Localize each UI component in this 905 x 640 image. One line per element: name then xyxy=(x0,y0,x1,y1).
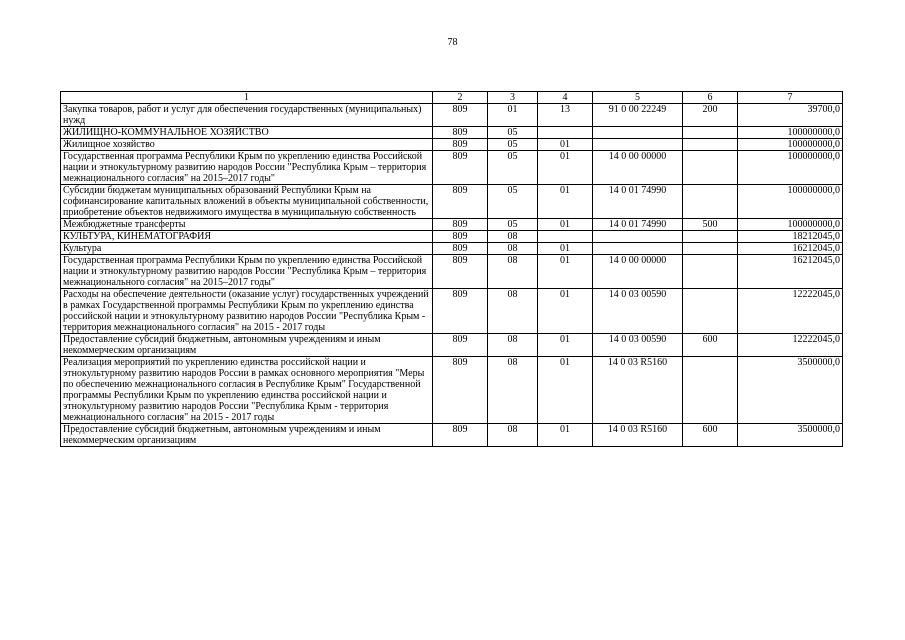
cell-section-code: 08 xyxy=(488,231,538,243)
cell-ministry-code: 809 xyxy=(433,151,488,185)
cell-name: Предоставление субсидий бюджетным, автономным учреждениям и иным некоммерческим организациям xyxy=(61,424,433,447)
cell-ministry-code: 809 xyxy=(433,289,488,334)
table-row xyxy=(61,357,843,424)
cell-ministry-code: 809 xyxy=(433,231,488,243)
cell-target-article: 14 0 01 74990 xyxy=(593,185,683,219)
cell-ministry-code: 809 xyxy=(433,127,488,139)
cell-target-article: 14 0 03 R5160 xyxy=(593,357,683,424)
cell-target-article xyxy=(593,139,683,151)
cell-name: Жилищное хозяйство xyxy=(61,139,433,151)
cell-name: Государственная программа Республики Крым по укреплению единства Российской нации и этнокультурному развитию народов России "Республика Крым – территория межнационального согласия" на 2015–2017 годы" xyxy=(61,151,433,185)
cell-name: Реализация мероприятий по укреплению единства российской нации и этнокультурному развитию народов России в рамках основного мероприятия "Меры по обеспечению межнационального согласия в Республике Крым" Государственной программы Республики Крым по укреплению единства российской нации и этнокультурному развитию народов России "Республика Крым - территория межнационального согласия" на 2015 - 2017 годы xyxy=(61,357,433,424)
cell-expense-type xyxy=(683,139,738,151)
cell-name: Субсидии бюджетам муниципальных образований Республики Крым на софинансирование капитальных вложений в объекты муниципальной собственности, приобретение объектов недвижимого имущества в муниципальную собственность xyxy=(61,185,433,219)
cell-subsection-code: 01 xyxy=(538,151,593,185)
cell-target-article: 14 0 03 00590 xyxy=(593,289,683,334)
cell-amount: 100000000,0 xyxy=(738,127,843,139)
cell-subsection-code xyxy=(538,127,593,139)
cell-subsection-code xyxy=(538,231,593,243)
cell-section-code: 08 xyxy=(488,357,538,424)
cell-target-article: 14 0 01 74990 xyxy=(593,219,683,231)
table-row xyxy=(61,185,843,219)
cell-target-article: 91 0 00 22249 xyxy=(593,104,683,127)
column-header: 3 xyxy=(488,92,538,104)
cell-amount: 100000000,0 xyxy=(738,219,843,231)
cell-expense-type xyxy=(683,243,738,255)
cell-subsection-code: 01 xyxy=(538,289,593,334)
cell-expense-type xyxy=(683,151,738,185)
cell-amount: 16212045,0 xyxy=(738,243,843,255)
cell-ministry-code: 809 xyxy=(433,219,488,231)
cell-section-code: 08 xyxy=(488,243,538,255)
table-row xyxy=(61,255,843,289)
cell-subsection-code: 13 xyxy=(538,104,593,127)
cell-target-article xyxy=(593,127,683,139)
table-header-row xyxy=(61,92,843,104)
cell-name: Культура xyxy=(61,243,433,255)
page-number: 78 xyxy=(447,37,458,48)
column-header: 5 xyxy=(593,92,683,104)
cell-name: Межбюджетные трансферты xyxy=(61,219,433,231)
table-body xyxy=(61,104,843,447)
cell-amount: 100000000,0 xyxy=(738,151,843,185)
cell-subsection-code: 01 xyxy=(538,424,593,447)
cell-amount: 16212045,0 xyxy=(738,255,843,289)
cell-subsection-code: 01 xyxy=(538,357,593,424)
cell-ministry-code: 809 xyxy=(433,139,488,151)
cell-section-code: 05 xyxy=(488,185,538,219)
column-header: 1 xyxy=(61,92,433,104)
cell-target-article: 14 0 03 R5160 xyxy=(593,424,683,447)
cell-target-article xyxy=(593,243,683,255)
cell-name: КУЛЬТУРА, КИНЕМАТОГРАФИЯ xyxy=(61,231,433,243)
cell-ministry-code: 809 xyxy=(433,104,488,127)
cell-amount: 100000000,0 xyxy=(738,139,843,151)
table-row xyxy=(61,139,843,151)
table-row xyxy=(61,151,843,185)
cell-section-code: 05 xyxy=(488,151,538,185)
cell-expense-type xyxy=(683,185,738,219)
cell-amount: 12222045,0 xyxy=(738,334,843,357)
table-row xyxy=(61,334,843,357)
table-row xyxy=(61,104,843,127)
column-header: 7 xyxy=(738,92,843,104)
column-header: 4 xyxy=(538,92,593,104)
cell-ministry-code: 809 xyxy=(433,185,488,219)
cell-expense-type: 500 xyxy=(683,219,738,231)
cell-target-article: 14 0 03 00590 xyxy=(593,334,683,357)
column-header: 2 xyxy=(433,92,488,104)
cell-ministry-code: 809 xyxy=(433,334,488,357)
cell-expense-type xyxy=(683,255,738,289)
cell-subsection-code: 01 xyxy=(538,334,593,357)
cell-expense-type: 600 xyxy=(683,334,738,357)
cell-name: Закупка товаров, работ и услуг для обеспечения государственных (муниципальных) нужд xyxy=(61,104,433,127)
column-header: 6 xyxy=(683,92,738,104)
cell-amount: 3500000,0 xyxy=(738,357,843,424)
cell-subsection-code: 01 xyxy=(538,185,593,219)
cell-section-code: 05 xyxy=(488,139,538,151)
table-row xyxy=(61,424,843,447)
cell-section-code: 08 xyxy=(488,255,538,289)
cell-amount: 18212045,0 xyxy=(738,231,843,243)
cell-expense-type: 200 xyxy=(683,104,738,127)
cell-name: Расходы на обеспечение деятельности (оказание услуг) государственных учреждений в рамках Государственной программы Республики Крым по укреплению единства российской нации и этнокультурному развитию народов России "Республика Крым - территория межнационального согласия" на 2015 - 2017 годы xyxy=(61,289,433,334)
table-row xyxy=(61,127,843,139)
cell-amount: 100000000,0 xyxy=(738,185,843,219)
budget-table xyxy=(60,91,843,447)
cell-ministry-code: 809 xyxy=(433,424,488,447)
cell-ministry-code: 809 xyxy=(433,357,488,424)
cell-section-code: 01 xyxy=(488,104,538,127)
table-row xyxy=(61,243,843,255)
cell-amount: 39700,0 xyxy=(738,104,843,127)
cell-section-code: 05 xyxy=(488,219,538,231)
cell-section-code: 08 xyxy=(488,334,538,357)
cell-subsection-code: 01 xyxy=(538,219,593,231)
cell-amount: 3500000,0 xyxy=(738,424,843,447)
cell-subsection-code: 01 xyxy=(538,139,593,151)
cell-subsection-code: 01 xyxy=(538,255,593,289)
cell-name: ЖИЛИЩНО-КОММУНАЛЬНОЕ ХОЗЯЙСТВО xyxy=(61,127,433,139)
table-row xyxy=(61,231,843,243)
cell-expense-type xyxy=(683,127,738,139)
cell-expense-type xyxy=(683,289,738,334)
cell-section-code: 08 xyxy=(488,289,538,334)
cell-name: Предоставление субсидий бюджетным, автономным учреждениям и иным некоммерческим организациям xyxy=(61,334,433,357)
cell-expense-type: 600 xyxy=(683,424,738,447)
cell-target-article: 14 0 00 00000 xyxy=(593,151,683,185)
table-row xyxy=(61,219,843,231)
cell-ministry-code: 809 xyxy=(433,255,488,289)
cell-amount: 12222045,0 xyxy=(738,289,843,334)
cell-section-code: 08 xyxy=(488,424,538,447)
cell-ministry-code: 809 xyxy=(433,243,488,255)
cell-expense-type xyxy=(683,231,738,243)
cell-target-article: 14 0 00 00000 xyxy=(593,255,683,289)
cell-expense-type xyxy=(683,357,738,424)
cell-subsection-code: 01 xyxy=(538,243,593,255)
table-row xyxy=(61,289,843,334)
cell-section-code: 05 xyxy=(488,127,538,139)
cell-name: Государственная программа Республики Крым по укреплению единства Российской нации и этнокультурному развитию народов России "Республика Крым – территория межнационального согласия" на 2015–2017 годы" xyxy=(61,255,433,289)
cell-target-article xyxy=(593,231,683,243)
